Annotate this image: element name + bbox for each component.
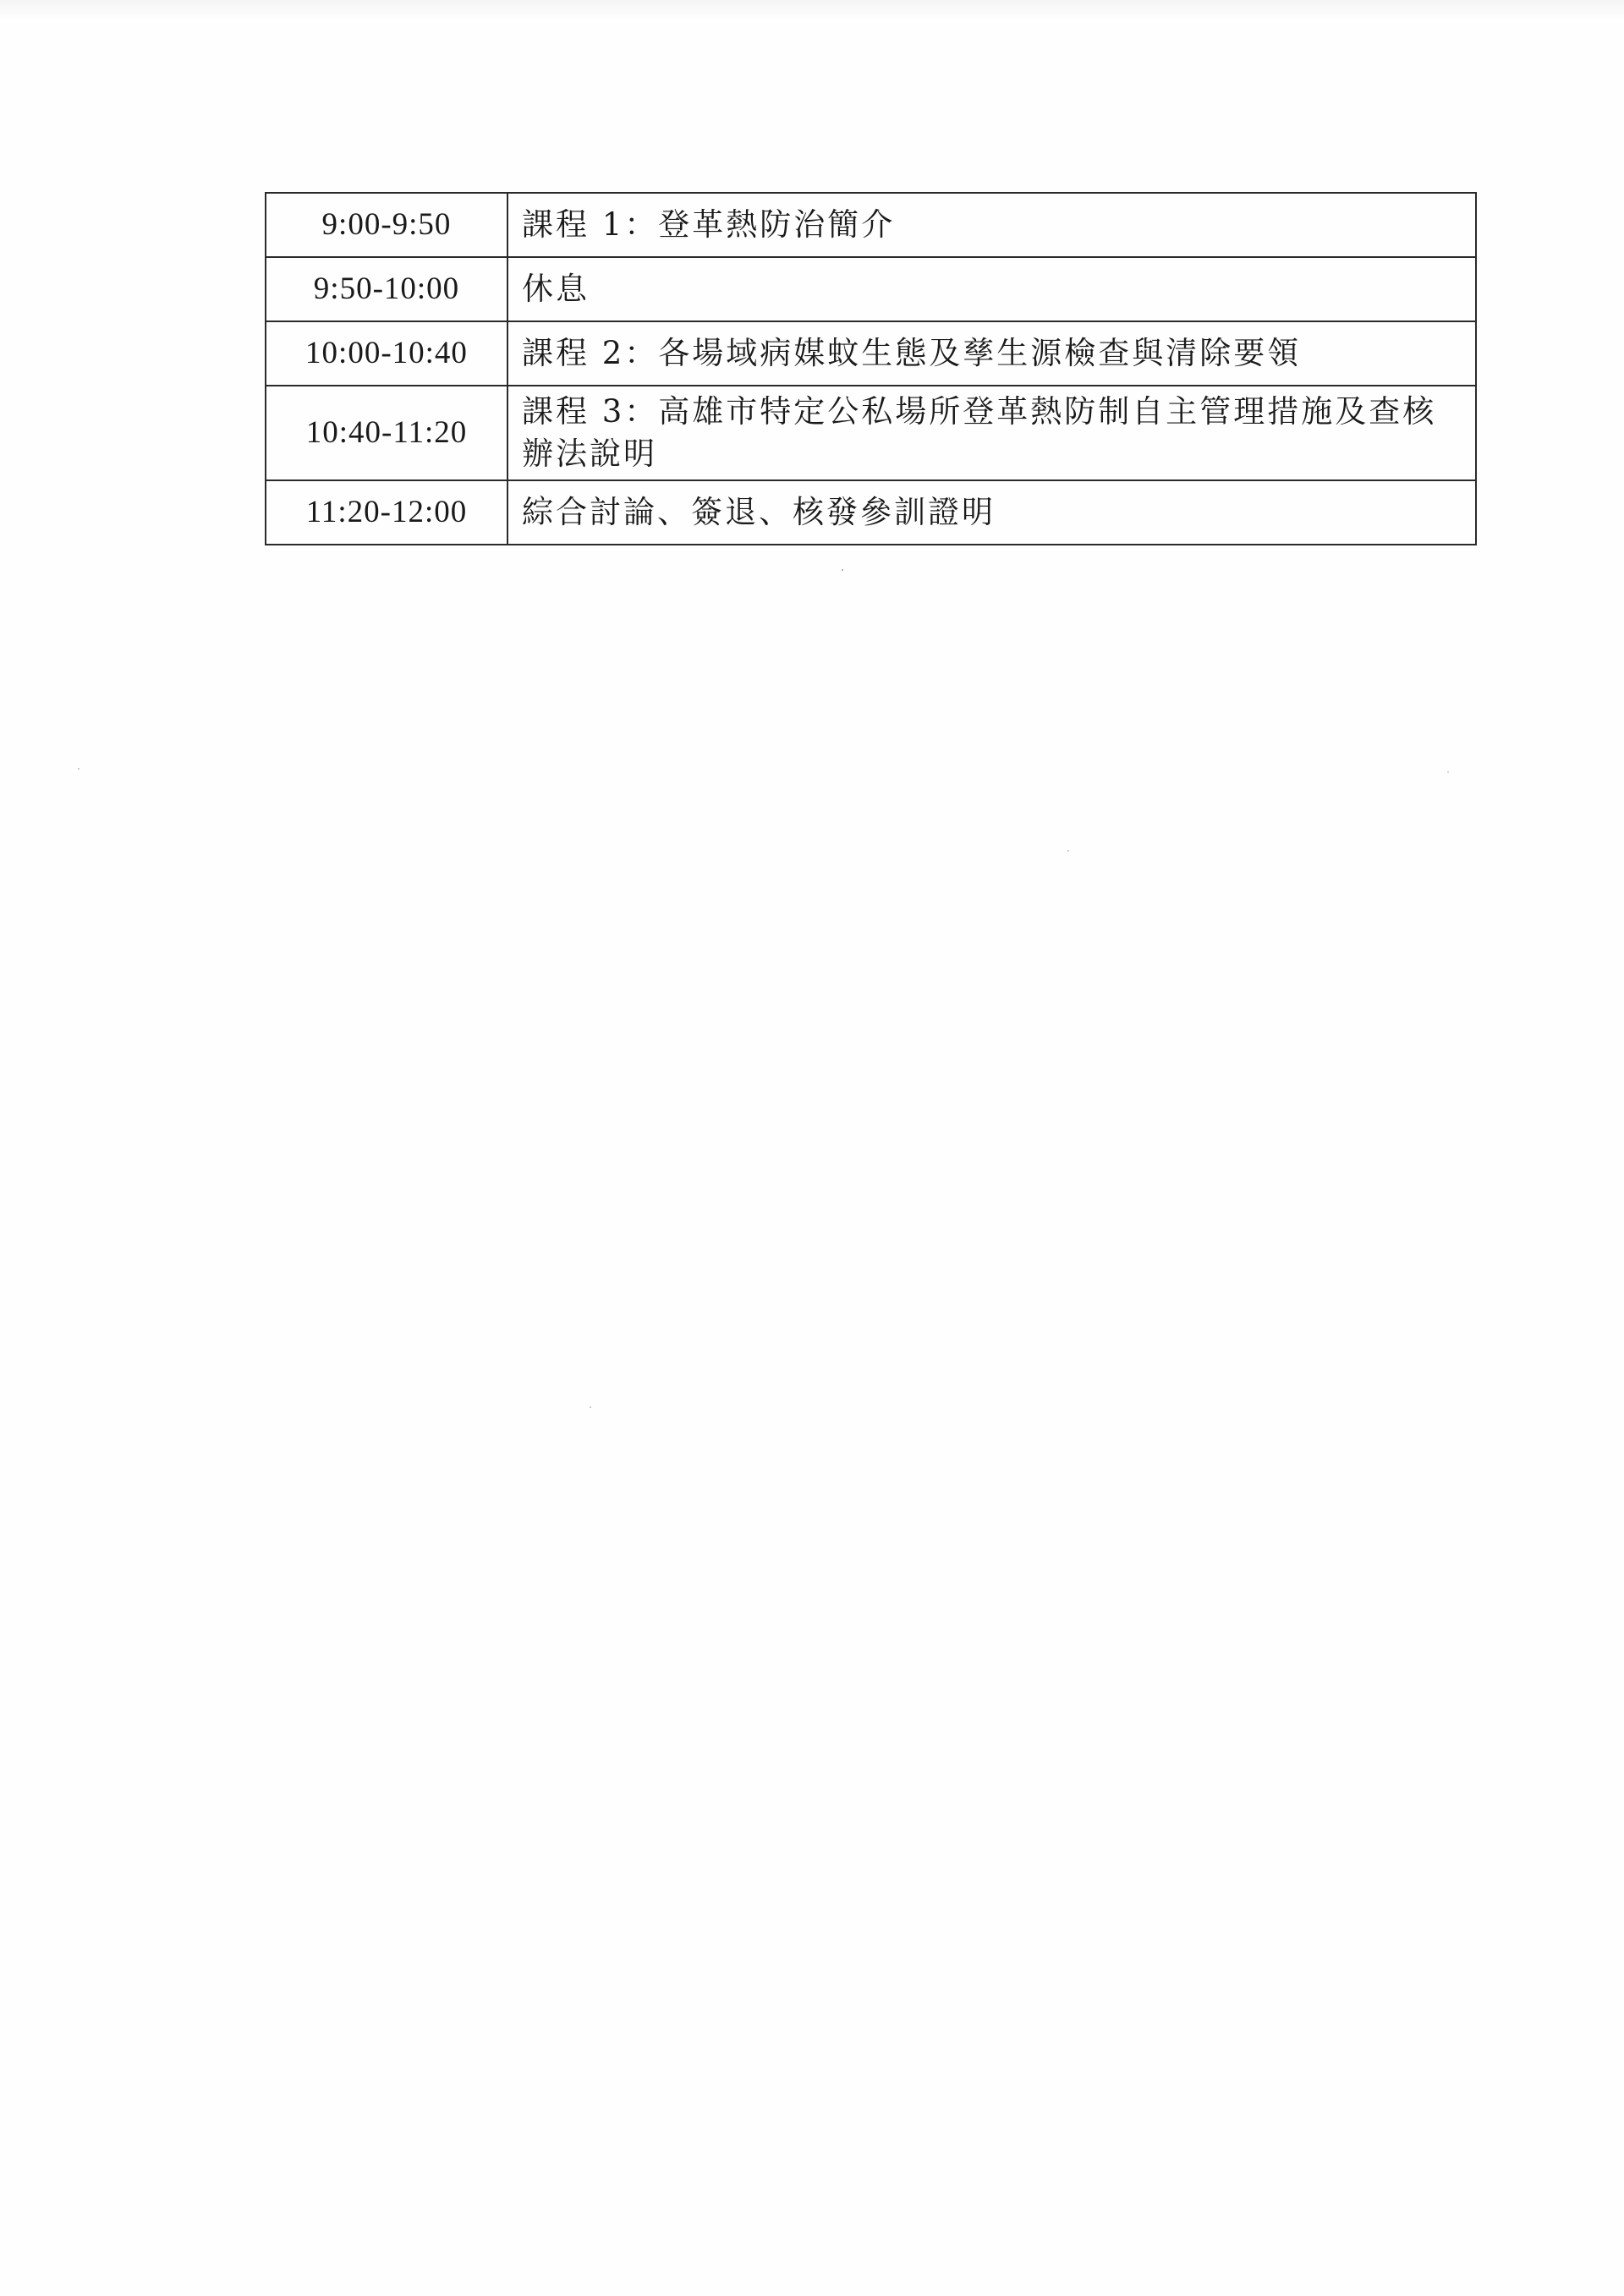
table-row xyxy=(266,193,1476,257)
schedule-table xyxy=(265,192,1477,545)
time-cell: 10:00-10:40 xyxy=(266,321,508,386)
scan-speck xyxy=(842,569,843,571)
table-row xyxy=(266,386,1476,480)
description-cell: 課程 3：高雄市特定公私場所登革熱防制自主管理措施及查核辦法說明 xyxy=(508,386,1476,480)
time-cell: 9:50-10:00 xyxy=(266,257,508,321)
table-row xyxy=(266,480,1476,545)
table-row xyxy=(266,321,1476,386)
description-cell: 綜合討論、簽退、核發參訓證明 xyxy=(508,480,1476,545)
scan-speck xyxy=(1067,850,1069,852)
table-row xyxy=(266,257,1476,321)
description-cell: 課程 2：各場域病媒蚊生態及孳生源檢查與清除要領 xyxy=(508,321,1476,386)
time-cell: 10:40-11:20 xyxy=(266,386,508,480)
description-cell: 課程 1：登革熱防治簡介 xyxy=(508,193,1476,257)
scan-speck xyxy=(590,1406,591,1408)
description-cell: 休息 xyxy=(508,257,1476,321)
time-cell: 11:20-12:00 xyxy=(266,480,508,545)
scan-edge-shadow xyxy=(0,0,1624,19)
time-cell: 9:00-9:50 xyxy=(266,193,508,257)
scan-speck xyxy=(78,768,80,770)
scan-speck xyxy=(1447,771,1449,773)
